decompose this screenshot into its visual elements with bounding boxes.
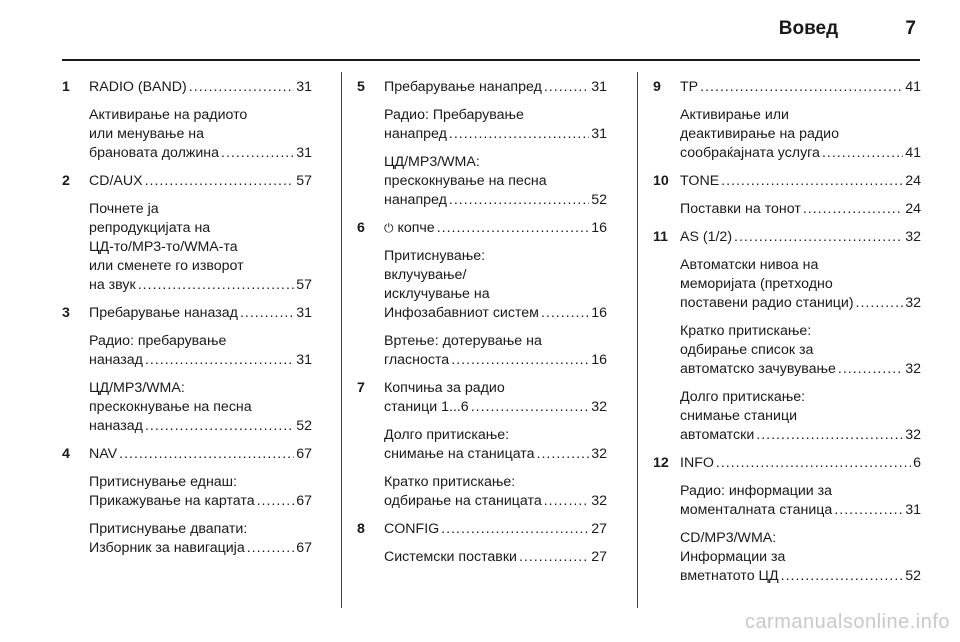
entry-text-line: Почнете ја — [89, 201, 159, 217]
entry-title: нанапред — [384, 126, 447, 142]
leader-line — [384, 398, 607, 417]
leader-line — [680, 172, 921, 191]
leader-dots — [145, 172, 295, 191]
toc-entry — [62, 304, 312, 323]
entry-label — [680, 172, 719, 191]
entry-number: 7 — [357, 380, 365, 396]
leader-line — [384, 219, 607, 238]
entry-text-line: Копчиња за радио — [384, 380, 505, 396]
entry-label — [89, 417, 143, 436]
toc-subentry — [680, 322, 921, 379]
entry-title: гласноста — [384, 352, 450, 368]
entry-label — [384, 398, 469, 417]
leader-line — [89, 172, 312, 191]
entry-label — [680, 200, 801, 219]
entry-page: 32 — [905, 361, 921, 377]
entry-page: 27 — [591, 549, 607, 565]
entry-body — [680, 172, 921, 191]
leader-dots — [240, 304, 294, 323]
entry-title: сообраќајната услуга — [680, 145, 820, 161]
entry-page: 31 — [296, 145, 312, 161]
leader-dots — [145, 351, 294, 370]
entry-page: 31 — [591, 126, 607, 142]
entry-page: 32 — [905, 295, 921, 311]
leader-dots — [803, 200, 903, 219]
toc-entry — [653, 78, 921, 97]
entry-text-line: исклучување на — [384, 286, 490, 302]
entry-text-line: Активирање на радиото — [89, 107, 248, 123]
toc-entry — [62, 172, 312, 191]
entry-page: 32 — [591, 399, 607, 415]
leader-line — [680, 360, 921, 379]
entry-number: 3 — [62, 305, 70, 321]
toc-subentry — [680, 529, 921, 586]
entry-title: брановата должина — [89, 145, 220, 161]
leader-dots — [471, 398, 590, 417]
entry-page: 41 — [905, 79, 921, 95]
entry-text-line: репродукцијата на — [89, 220, 211, 236]
toc-subentry — [89, 379, 312, 436]
leader-dots — [838, 360, 903, 379]
watermark: carmanualsonline.info — [744, 611, 950, 633]
leader-line — [680, 200, 921, 219]
leader-line — [384, 125, 607, 144]
entry-page: 24 — [905, 201, 921, 217]
entry-page: 52 — [591, 192, 607, 208]
entry-label — [680, 360, 836, 379]
entry-page: 31 — [296, 79, 312, 95]
entry-title: INFO — [680, 455, 714, 471]
entry-text-line: Долго притискање: — [384, 427, 510, 443]
leader-line — [89, 492, 312, 511]
entry-text-line: Притиснување двапати: — [89, 521, 248, 537]
toc-subentry — [89, 332, 312, 370]
entry-label — [89, 539, 245, 558]
leader-dots — [449, 191, 589, 210]
entry-title: на звук — [89, 277, 136, 293]
entry-page: 31 — [905, 502, 921, 518]
entry-page: 57 — [296, 277, 312, 293]
page-number: 7 — [905, 18, 916, 39]
entry-page: 67 — [296, 493, 312, 509]
leader-dots — [822, 144, 903, 163]
toc-subentry — [384, 426, 607, 464]
entry-label — [384, 548, 517, 567]
entry-label — [384, 351, 449, 370]
leader-dots — [519, 548, 589, 567]
toc-entry — [62, 445, 312, 464]
entry-title: TP — [680, 79, 699, 95]
toc-entry — [653, 228, 921, 247]
toc-column-2 — [357, 78, 607, 576]
leader-dots — [781, 567, 904, 586]
entry-title: вметнатото ЦД — [680, 568, 779, 584]
toc-column-3 — [653, 78, 921, 595]
toc-subentry — [384, 247, 607, 323]
entry-label — [384, 304, 539, 323]
entry-label — [680, 567, 779, 586]
entry-body — [89, 445, 312, 464]
leader-dots — [544, 492, 589, 511]
leader-line — [384, 548, 607, 567]
entry-body — [680, 454, 921, 473]
entry-number: 12 — [653, 455, 669, 471]
entry-text-line: снимање станици — [680, 408, 797, 424]
toc-subentry — [89, 200, 312, 295]
entry-text-line: Притиснување: — [384, 248, 486, 264]
entry-label — [384, 125, 447, 144]
toc-subentry — [680, 106, 921, 163]
leader-line — [384, 445, 607, 464]
entry-number: 8 — [357, 521, 365, 537]
entry-page: 32 — [591, 446, 607, 462]
entry-text-line: или сменете го изворот — [89, 258, 244, 274]
entry-page: 24 — [905, 173, 921, 189]
leader-line — [680, 294, 921, 313]
toc-subentry — [384, 153, 607, 210]
entry-body — [89, 304, 312, 323]
entry-page: 67 — [296, 540, 312, 556]
entry-label — [89, 78, 187, 97]
leader-line — [89, 78, 312, 97]
header-rule — [62, 59, 920, 61]
leader-dots — [451, 351, 589, 370]
leader-line — [384, 492, 607, 511]
toc-entry — [357, 520, 607, 539]
entry-title: Инфозабавниот систем — [384, 305, 539, 321]
entry-title: Прикажување на картата — [89, 493, 255, 509]
entry-label — [384, 445, 535, 464]
entry-text-line: меморијата (претходно — [680, 276, 833, 292]
toc-subentry — [680, 388, 921, 445]
entry-page: 6 — [913, 455, 921, 471]
entry-text-line: Притиснување еднаш: — [89, 474, 237, 490]
entry-title: TONE — [680, 173, 720, 189]
entry-page: 41 — [905, 145, 921, 161]
entry-body — [384, 219, 607, 238]
entry-body — [89, 78, 312, 97]
toc-entry — [357, 78, 607, 97]
leader-dots — [119, 445, 294, 464]
entry-text-line: Вртење: дотерување на — [384, 333, 542, 349]
entry-text-line: ЦД-то/MP3-то/WMA-та — [89, 239, 238, 255]
entry-text-line: CD/MP3/WMA: — [680, 530, 777, 546]
leader-line — [680, 426, 921, 445]
entry-number: 9 — [653, 79, 661, 95]
entry-label — [89, 445, 117, 464]
leader-dots — [437, 219, 590, 238]
entry-label — [89, 276, 136, 295]
entry-label — [680, 78, 698, 97]
leader-dots — [441, 520, 589, 539]
entry-text-line: Автоматски нивоа на — [680, 257, 819, 273]
entry-text-line: Радио: пребарување — [89, 333, 227, 349]
leader-dots — [700, 78, 903, 97]
entry-page: 31 — [296, 352, 312, 368]
leader-dots — [138, 276, 295, 295]
entry-body — [680, 78, 921, 97]
entry-page: 67 — [296, 446, 312, 462]
leader-dots — [544, 78, 589, 97]
entry-text-line: прескокнување на песна — [89, 399, 252, 415]
entry-text-line: Активирање или — [680, 107, 789, 123]
entry-body — [384, 78, 607, 97]
entry-number: 1 — [62, 79, 70, 95]
entry-label — [384, 492, 542, 511]
leader-dots — [537, 445, 590, 464]
entry-number: 6 — [357, 220, 365, 236]
entry-title: копче — [397, 220, 435, 236]
entry-page: 31 — [591, 79, 607, 95]
entry-body — [680, 228, 921, 247]
leader-line — [89, 351, 312, 370]
entry-text-line: или менување на — [89, 126, 204, 142]
power-icon: ⏻ — [384, 221, 394, 235]
entry-label — [89, 351, 143, 370]
toc-entry — [62, 78, 312, 97]
entry-label — [384, 219, 435, 238]
leader-dots — [716, 454, 911, 473]
leader-line — [89, 417, 312, 436]
entry-page: 27 — [591, 521, 607, 537]
entry-text-line: Информации за — [680, 549, 786, 565]
entry-title: снимање на станицата — [384, 446, 535, 462]
entry-title: станици 1...6 — [384, 399, 469, 415]
entry-number: 10 — [653, 173, 669, 189]
entry-text-line: вклучување/ — [384, 267, 467, 283]
leader-line — [680, 78, 921, 97]
entry-page: 31 — [296, 305, 312, 321]
entry-number: 2 — [62, 173, 70, 189]
entry-number: 4 — [62, 446, 70, 462]
leader-dots — [834, 501, 903, 520]
entry-text-line: ЦД/MP3/WMA: — [89, 380, 185, 396]
leader-dots — [856, 294, 904, 313]
toc-subentry — [384, 548, 607, 567]
entry-label — [384, 520, 439, 539]
toc-subentry — [384, 473, 607, 511]
entry-label — [384, 191, 447, 210]
entry-body — [89, 172, 312, 191]
toc-entry — [357, 219, 607, 238]
entry-title: автоматски — [680, 427, 755, 443]
entry-text-line: ЦД/MP3/WMA: — [384, 154, 480, 170]
entry-number: 5 — [357, 79, 365, 95]
entry-page: 57 — [296, 173, 312, 189]
leader-dots — [247, 539, 294, 558]
entry-text-line: Кратко притискање: — [384, 474, 516, 490]
entry-title: моменталната станица — [680, 502, 833, 518]
leader-line — [384, 304, 607, 323]
entry-title: Изборник за навигација — [89, 540, 245, 556]
entry-title: автоматско зачувување — [680, 361, 836, 377]
entry-label — [680, 426, 754, 445]
toc-subentry — [89, 473, 312, 511]
toc-subentry — [384, 332, 607, 370]
leader-line — [384, 520, 607, 539]
entry-label — [680, 501, 832, 520]
column-divider — [637, 72, 638, 608]
entry-title: наназад — [89, 352, 143, 368]
entry-title: одбирање на станицата — [384, 493, 542, 509]
entry-text-line: Кратко притискање: — [680, 323, 812, 339]
leader-line — [89, 144, 312, 163]
entry-text-line: прескокнување на песна — [384, 173, 547, 189]
leader-line — [384, 351, 607, 370]
entry-title: CONFIG — [384, 521, 440, 537]
entry-page: 52 — [905, 568, 921, 584]
toc-subentry — [680, 200, 921, 219]
leader-dots — [145, 417, 294, 436]
entry-label — [680, 454, 714, 473]
leader-dots — [756, 426, 903, 445]
leader-line — [680, 228, 921, 247]
toc-subentry — [680, 482, 921, 520]
entry-label — [680, 228, 732, 247]
entry-label — [384, 78, 542, 97]
entry-page: 52 — [296, 418, 312, 434]
entry-title: AS (1/2) — [680, 229, 733, 245]
leader-dots — [449, 125, 589, 144]
leader-dots — [189, 78, 294, 97]
leader-line — [384, 191, 607, 210]
leader-line — [384, 78, 607, 97]
entry-number: 11 — [653, 229, 668, 245]
leader-dots — [257, 492, 295, 511]
entry-text-line: Долго притискање: — [680, 389, 806, 405]
entry-text-line: Радио: Пребарување — [384, 107, 524, 123]
toc-entry — [653, 172, 921, 191]
entry-text-line: деактивирање на радио — [680, 126, 839, 142]
toc-entry — [357, 379, 607, 417]
entry-body — [384, 520, 607, 539]
leader-line — [89, 304, 312, 323]
entry-title: Пребарување нанапред — [384, 79, 542, 95]
toc-subentry — [384, 106, 607, 144]
leader-dots — [221, 144, 294, 163]
toc-subentry — [89, 106, 312, 163]
toc-subentry — [89, 520, 312, 558]
entry-title: Поставки на тонот — [680, 201, 801, 217]
entry-label — [89, 304, 238, 323]
toc-subentry — [680, 256, 921, 313]
leader-line — [680, 144, 921, 163]
entry-title: NAV — [89, 446, 118, 462]
leader-dots — [721, 172, 903, 191]
entry-label — [89, 492, 255, 511]
toc-column-1 — [62, 78, 312, 567]
leader-dots — [541, 304, 589, 323]
entry-page: 16 — [591, 352, 607, 368]
entry-title: CD/AUX — [89, 173, 143, 189]
entry-label — [89, 172, 143, 191]
column-divider — [341, 72, 342, 608]
entry-title: Пребарување наназад — [89, 305, 238, 321]
page-header — [779, 18, 916, 40]
leader-line — [89, 276, 312, 295]
entry-label — [680, 294, 854, 313]
entry-title: RADIO (BAND) — [89, 79, 187, 95]
entry-text-line: Радио: информации за — [680, 483, 833, 499]
entry-body — [384, 379, 607, 417]
entry-title: нанапред — [384, 192, 447, 208]
entry-page: 16 — [591, 305, 607, 321]
entry-title: поставени радио станици) — [680, 295, 854, 311]
entry-title: Системски поставки — [384, 549, 517, 565]
leader-dots — [734, 228, 903, 247]
leader-line — [680, 501, 921, 520]
entry-label — [89, 144, 219, 163]
entry-page: 32 — [591, 493, 607, 509]
entry-title: наназад — [89, 418, 143, 434]
leader-line — [89, 539, 312, 558]
entry-text-line: одбирање список за — [680, 342, 814, 358]
entry-page: 32 — [905, 427, 921, 443]
leader-line — [680, 454, 921, 473]
entry-label — [680, 144, 820, 163]
section-title: Вовед — [778, 18, 839, 39]
entry-page: 32 — [905, 229, 921, 245]
leader-line — [89, 445, 312, 464]
toc-entry — [653, 454, 921, 473]
leader-line — [680, 567, 921, 586]
entry-page: 16 — [591, 220, 607, 236]
